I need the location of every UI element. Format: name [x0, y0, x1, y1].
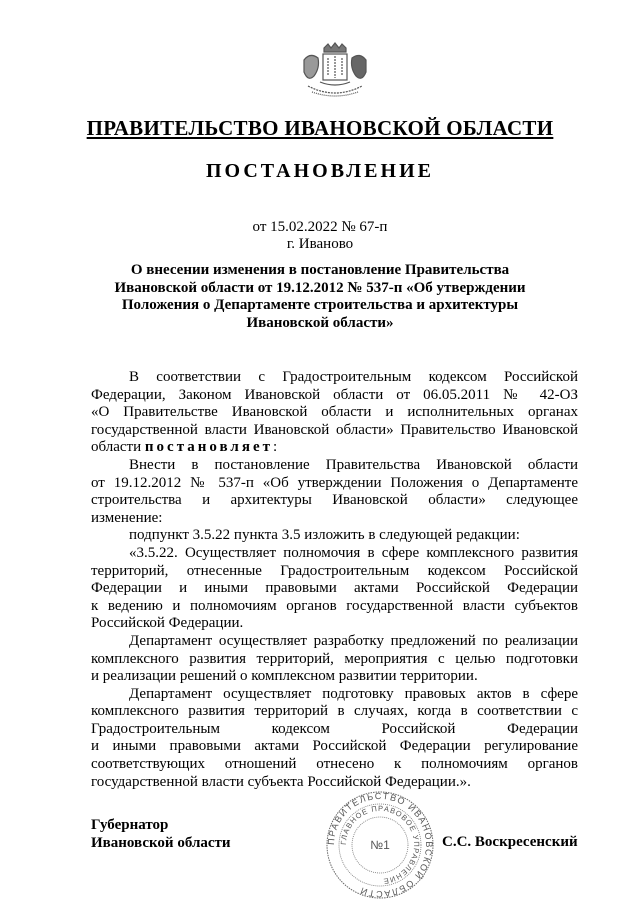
body-line: Градостроительным кодексом Российской Федерации [91, 720, 578, 737]
document-body [91, 369, 578, 791]
heading-line: Ивановской области» [246, 314, 394, 331]
body-line: «О Правительстве Ивановской области и исполнительных органах [91, 404, 578, 421]
body-line: Внести в постановление Правительства Ивановской области [129, 456, 578, 473]
document-type: ПОСТАНОВЛЕНИЕ [206, 160, 434, 182]
body-line: государственной власти Ивановской области» Правительство Ивановской [91, 421, 578, 438]
text: области [91, 439, 145, 456]
body-line: «3.5.22. Осуществляет полномочия в сфере комплексного развития [129, 544, 578, 561]
body-line: и иными правовыми актами Российской Федерации регулирование [91, 738, 578, 755]
resolves-word: постановляет [144, 439, 273, 456]
body-line: и реализации решений о комплексном развитии территории. [91, 668, 478, 685]
body-line: от 19.12.2012 № 537-п «Об утверждении Положения о Департаменте [91, 474, 578, 491]
heading-line: Ивановской области от 19.12.2012 № 537-п «Об утверждении [114, 279, 526, 296]
body-line: к ведению и полномочиям органов государственной власти субъектов [91, 597, 578, 614]
body-line: Департамент осуществляет разработку предложений по реализации [129, 632, 578, 649]
text: : [273, 439, 278, 456]
stamp-number: №1 [370, 838, 390, 852]
body-line: комплексного развития территорий в случаях, когда в соответствии с [91, 703, 578, 720]
signatory-position [91, 816, 231, 852]
body-line: строительства и архитектуры Ивановской области» следующее [91, 492, 578, 509]
body-line: В соответствии с Градостроительным кодексом Российской [129, 369, 578, 385]
body-line: территорий, отнесенные Градостроительным кодексом Российской [91, 562, 578, 579]
organization-title: ПРАВИТЕЛЬСТВО ИВАНОВСКОЙ ОБЛАСТИ [86, 116, 554, 140]
signatory-name: С.С. Воскресенский [442, 834, 578, 850]
body-line: изменение: [91, 509, 163, 526]
stamp-inner-text: ГЛАВНОЕ ПРАВОВОЕ УПРАВЛЕНИЕ [338, 803, 422, 886]
coat-of-arms-icon [298, 42, 372, 98]
body-line: Федерации и иными правовыми актами Российской Федерации [91, 580, 578, 597]
body-line: государственной власти субъекта Российской Федерации.». [91, 773, 471, 790]
date-number: от 15.02.2022 № 67-п [252, 219, 388, 235]
position-line: Губернатор [91, 817, 169, 833]
body-line: Департамент осуществляет подготовку правовых актов в сфере [129, 685, 578, 702]
official-stamp [320, 790, 440, 900]
body-line: подпункт 3.5.22 пункта 3.5 изложить в следующей редакции: [129, 527, 520, 544]
heading-line: Положения о Департаменте строительства и архитектуры [121, 297, 519, 314]
position-line: Ивановской области [91, 835, 231, 851]
document-heading [0, 262, 640, 332]
body-line: Федерации, Законом Ивановской области от 06.05.2011 № 42-ОЗ [91, 386, 578, 403]
city: г. Иваново [286, 236, 354, 252]
heading-line: О внесении изменения в постановление Правительства [130, 262, 510, 278]
stamp-outer-text: ПРАВИТЕЛЬСТВО ИВАНОВСКОЙ ОБЛАСТИ [325, 790, 435, 900]
body-line: комплексного развития территорий, мероприятия с целью подготовки [91, 650, 578, 667]
body-line: соответствующих отношений отнесено к полномочиям органов [91, 756, 578, 773]
body-line: Российской Федерации. [91, 615, 244, 632]
body-line [91, 439, 578, 457]
